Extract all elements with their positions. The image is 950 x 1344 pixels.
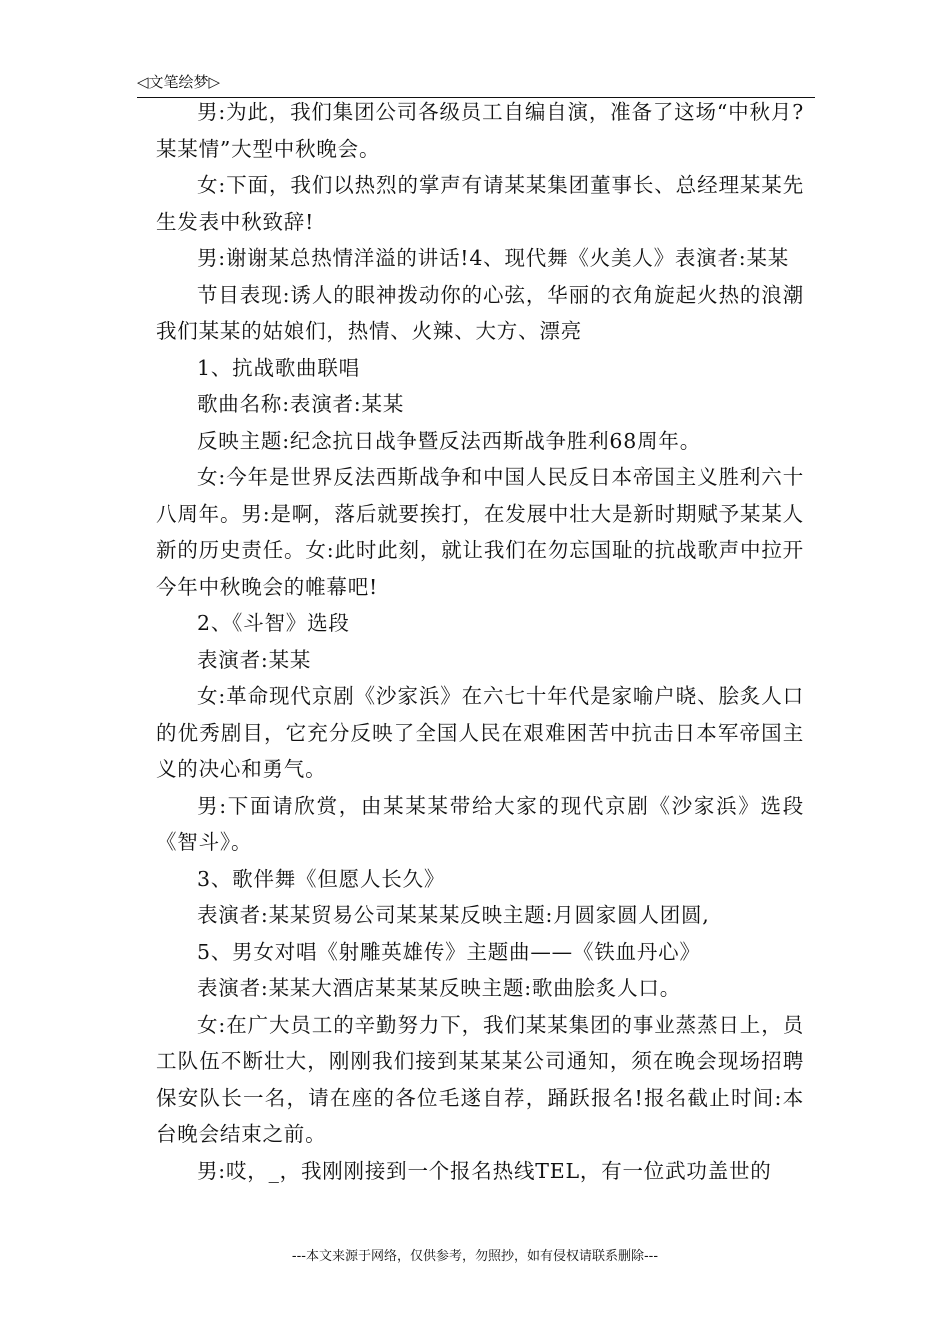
footer-notice: ---本文来源于网络，仅供参考，勿照抄，如有侵权请联系删除--- [291, 1249, 659, 1264]
paragraph: 表演者:某某大酒店某某某反映主题:歌曲脍炙人口。 [197, 976, 682, 1000]
document-header-brand: ◁文笔绘梦▷ [137, 73, 221, 91]
paragraph: 男:哎，_，我刚刚接到一个报名热线TEL，有一位武功盖世的 [197, 1158, 772, 1183]
paragraph: 5、男女对唱《射雕英雄传》主题曲——《铁血丹心》 [197, 939, 701, 964]
paragraph: 表演者:某某 [197, 647, 312, 672]
document-body [156, 94, 804, 1189]
paragraph: 表演者:某某贸易公司某某某反映主题:月圆家圆人团圆, [197, 903, 710, 927]
paragraph: 女:今年是世界反法西斯战争和中国人民反日本帝国主义胜利六十八周年。男:是啊，落后就要挨打，在发展中壮大是新时期赋予某某人新的历史责任。女:此时此刻，就让我们在勿忘国耻的抗战歌声中拉开今年中秋晚会的帷幕吧! [156, 465, 804, 599]
paragraph: 女:革命现代京剧《沙家浜》在六七十年代是家喻户晓、脍炙人口的优秀剧目，它充分反映了全国人民在艰难困苦中抗击日本军帝国主义的决心和勇气。 [156, 684, 804, 781]
paragraph: 男:谢谢某总热情洋溢的讲话!4、现代舞《火美人》表演者:某某 [197, 246, 790, 270]
paragraph: 2、《斗智》选段 [197, 611, 350, 635]
paragraph: 男:为此，我们集团公司各级员工自编自演，准备了这场“中秋月?某某情”大型中秋晚会。 [156, 100, 804, 161]
paragraph: 节目表现:诱人的眼神拨动你的心弦，华丽的衣角旋起火热的浪潮我们某某的姑娘们，热情、火辣、大方、漂亮 [156, 282, 804, 343]
paragraph: 女:下面，我们以热烈的掌声有请某某集团董事长、总经理某某先生发表中秋致辞! [156, 173, 804, 234]
paragraph: 3、歌伴舞《但愿人长久》 [197, 866, 446, 891]
paragraph: 女:在广大员工的辛勤努力下，我们某某集团的事业蒸蒸日上，员工队伍不断壮大，刚刚我们接到某某某公司通知，须在晚会现场招聘保安队长一名，请在座的各位毛遂自荐，踊跃报名!报名截止时间:本台晚会结束之前。 [156, 1012, 804, 1146]
paragraph: 1、抗战歌曲联唱 [197, 355, 360, 380]
paragraph: 男:下面请欣赏，由某某某带给大家的现代京剧《沙家浜》选段《智斗》。 [156, 793, 804, 854]
paragraph: 反映主题:纪念抗日战争暨反法西斯战争胜利68周年。 [197, 428, 701, 453]
paragraph: 歌曲名称:表演者:某某 [197, 392, 405, 416]
